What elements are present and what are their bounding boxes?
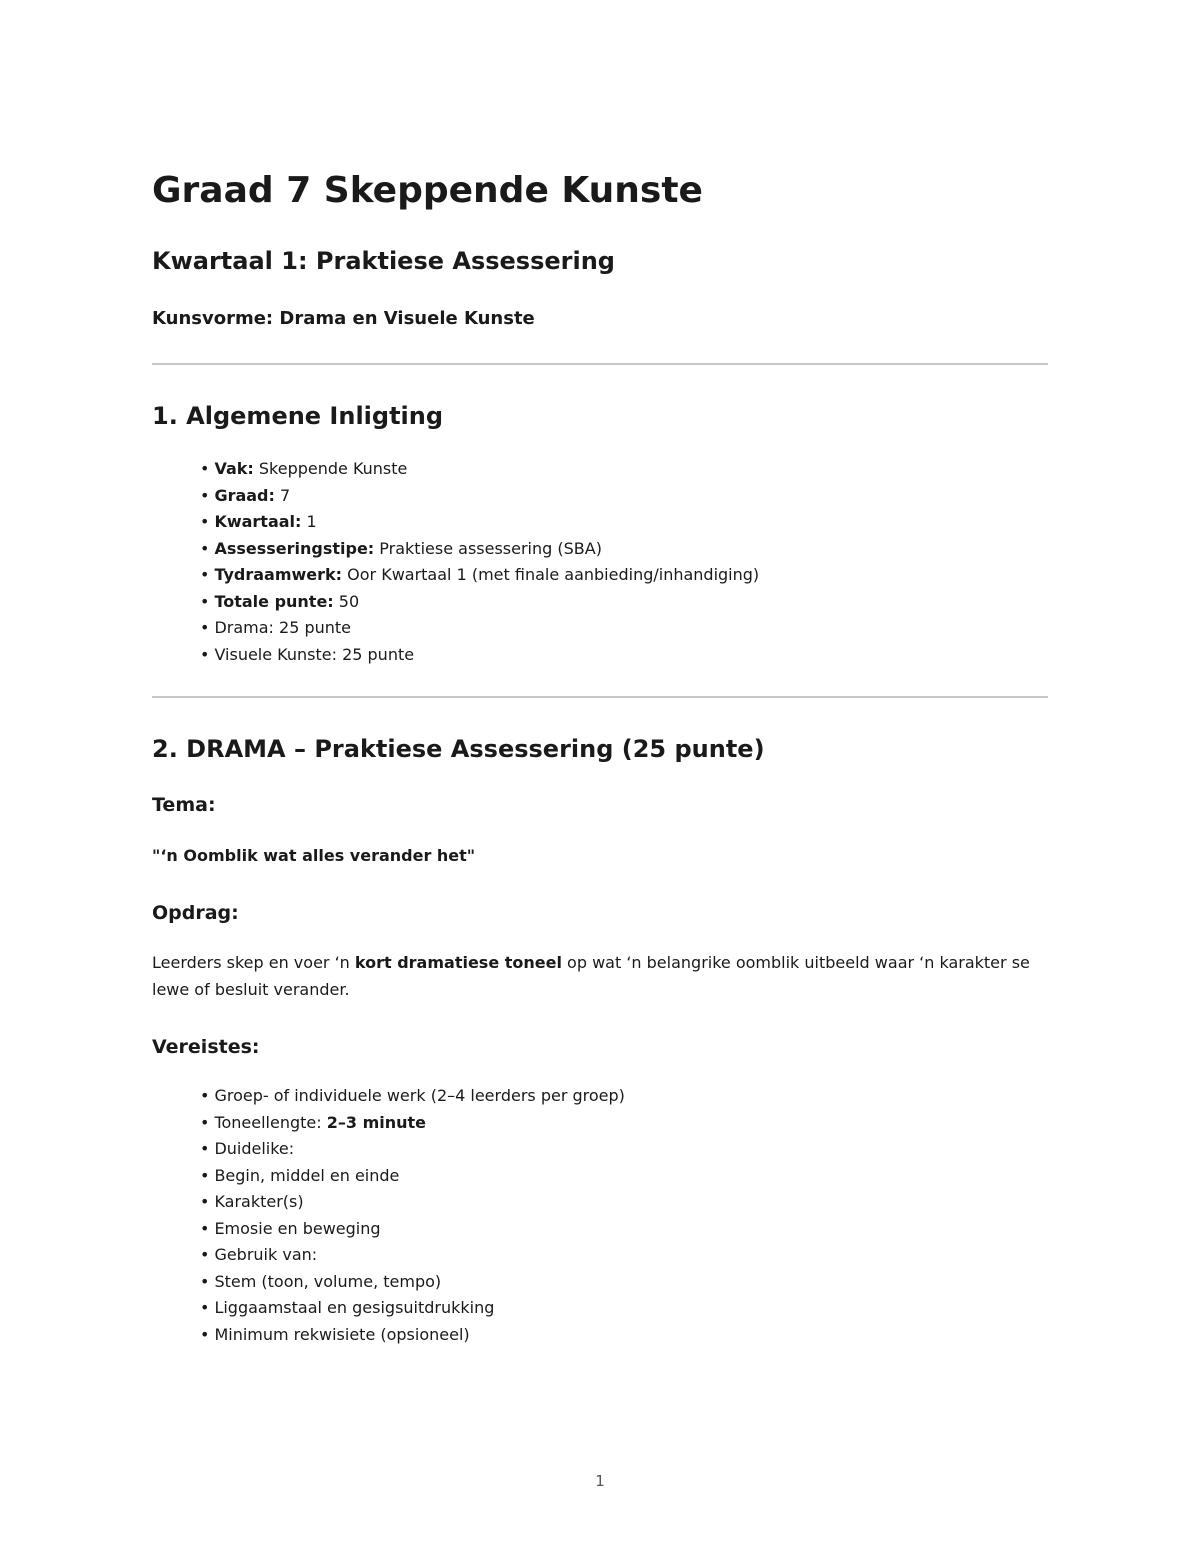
general-info-list: [200, 456, 759, 668]
list-item: [200, 1216, 625, 1243]
section-1-heading: 1. Algemene Inligting: [152, 402, 444, 430]
item-text: Emosie en beweging: [214, 1218, 381, 1238]
list-item: [200, 615, 759, 642]
item-value: 50: [333, 591, 360, 611]
item-text: Groep- of individuele werk (2–4 leerders per groep): [214, 1086, 625, 1105]
item-text: Karakter(s): [214, 1192, 304, 1211]
requirements-list: [200, 1083, 625, 1348]
list-item: [200, 1136, 625, 1163]
item-text: Toneellengte:: [214, 1112, 327, 1132]
item-label: Vak:: [214, 459, 254, 478]
list-item: [200, 1110, 625, 1137]
page-number: 1: [595, 1472, 605, 1490]
document-title: Graad 7 Skeppende Kunste: [152, 170, 703, 211]
item-text: Begin, middel en einde: [214, 1165, 400, 1185]
document-subtitle: Kwartaal 1: Praktiese Assessering: [152, 247, 615, 275]
item-value: Praktiese assessering (SBA): [374, 538, 602, 558]
task-heading: Opdrag:: [152, 902, 239, 924]
list-item: [200, 483, 759, 510]
theme-heading: Tema:: [152, 794, 216, 816]
list-item: [200, 456, 759, 483]
divider-1: [152, 363, 1048, 365]
item-text: Gebruik van:: [214, 1245, 318, 1264]
item-label: Kwartaal:: [214, 512, 302, 531]
item-label: Totale punte:: [214, 591, 334, 611]
list-item: [200, 589, 759, 616]
task-text-bold: kort dramatiese toneel: [354, 953, 562, 972]
art-forms-line: Kunsvorme: Drama en Visuele Kunste: [152, 308, 535, 329]
section-2-heading: 2. DRAMA – Praktiese Assessering (25 punte): [152, 735, 765, 763]
list-item: [200, 1189, 625, 1216]
list-item: [200, 509, 759, 536]
task-paragraph: [152, 949, 1052, 1003]
list-item: [200, 1242, 625, 1269]
list-item: [200, 1322, 625, 1349]
item-text: Minimum rekwisiete (opsioneel): [214, 1324, 470, 1344]
task-text-end: op wat ‘n belangrike oomblik uitbeeld waar ‘n karakter se lewe of besluit verander.: [152, 953, 1030, 999]
item-label: Tydraamwerk:: [214, 565, 343, 584]
item-value: Oor Kwartaal 1 (met finale aanbieding/inhandiging): [342, 565, 760, 584]
divider-2: [152, 696, 1048, 698]
requirements-heading: Vereistes:: [152, 1036, 260, 1058]
item-value: 1: [301, 512, 317, 531]
item-bold: 2–3 minute: [326, 1112, 427, 1132]
list-item: [200, 562, 759, 589]
item-label: Assesseringstipe:: [214, 538, 375, 558]
item-text: Duidelike:: [214, 1139, 295, 1158]
item-label: Graad:: [214, 485, 275, 505]
task-text-start: Leerders skep en voer ‘n: [152, 953, 355, 972]
item-value: Visuele Kunste: 25 punte: [214, 644, 415, 664]
item-text: Liggaamstaal en gesigsuitdrukking: [214, 1298, 495, 1317]
item-value: 7: [274, 485, 291, 505]
item-value: Skeppende Kunste: [253, 459, 408, 478]
theme-quote: "‘n Oomblik wat alles verander het": [152, 846, 476, 865]
list-item: [200, 642, 759, 669]
list-item: [200, 1083, 625, 1110]
item-text: Stem (toon, volume, tempo): [214, 1271, 442, 1291]
list-item: [200, 1269, 625, 1296]
item-value: Drama: 25 punte: [214, 618, 352, 637]
list-item: [200, 1163, 625, 1190]
list-item: [200, 536, 759, 563]
list-item: [200, 1295, 625, 1322]
